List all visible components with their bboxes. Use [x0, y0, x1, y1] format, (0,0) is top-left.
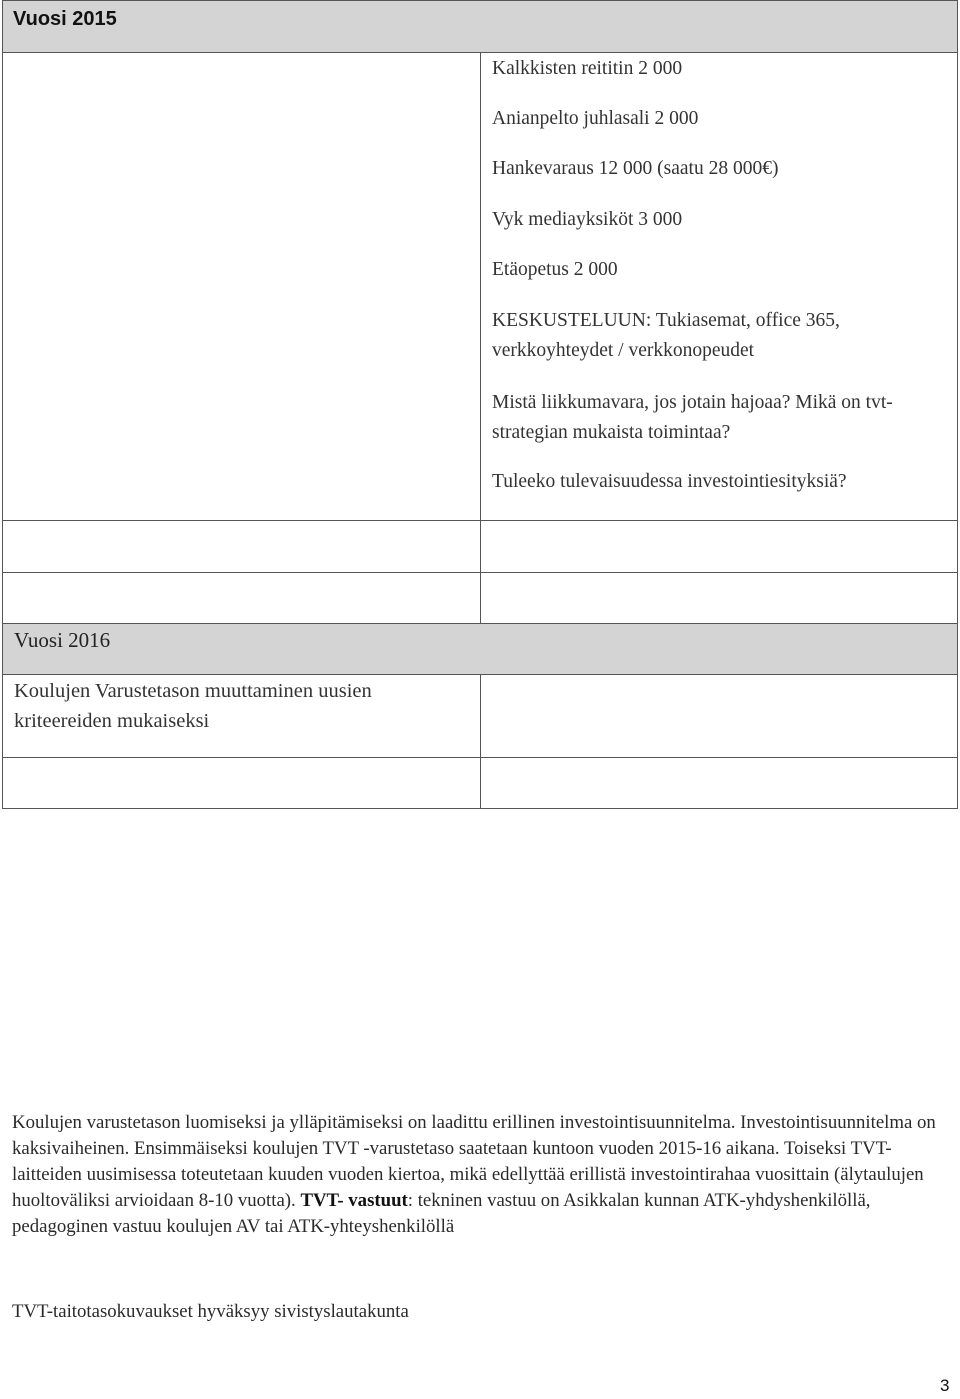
- budget-item: Anianpelto juhlasali 2 000: [492, 108, 699, 129]
- empty-row-right: [480, 757, 958, 809]
- budget-item: Vyk mediayksiköt 3 000: [492, 209, 683, 230]
- budget-item: Etäopetus 2 000: [492, 259, 618, 280]
- budget-item: Hankevaraus 12 000 (saatu 28 000€): [492, 158, 779, 179]
- page-number: 3: [940, 1376, 950, 1395]
- question-item: Mistä liikkumavara, jos jotain hajoaa? Mikä on tvt-strategian mukaista toimintaa?: [492, 392, 893, 443]
- section-2015-left-cell: [2, 52, 481, 521]
- paragraph-tail-text: : tekninen vastuu on Asikkalan kunnan ATK-yhdyshenkilöllä, pedagoginen vastuu koulujen AV tai ATK-yhteyshenkilöllä: [12, 1190, 871, 1237]
- section-2015-header: [2, 0, 958, 53]
- approval-paragraph: [12, 1299, 947, 1325]
- section-2016-right-cell: [480, 674, 958, 758]
- section-2016-left-cell: [2, 674, 481, 758]
- approval-text: TVT-taitotasokuvaukset hyväksyy sivistyslautakunta: [12, 1301, 409, 1322]
- paragraph-main-text: Koulujen varustetason luomiseksi ja ylläpitämiseksi on laadittu erillinen investointisuunnitelma. Investointisuunnitelma on kaksivaiheinen. Ensimmäiseksi koulujen TVT -varustetaso saatetaan kuntoon vuoden 2015-16 aikana. Toiseksi TVT-laitteiden uusimisessa toteutetaan kuuden vuoden kiertoa, mikä edellyttää erillistä investointirahaa vuosittain (älytaulujen huoltoväliksi arvioidaan 8-10 vuotta).: [12, 1112, 936, 1211]
- section-2015-title: Vuosi 2015: [13, 8, 117, 30]
- discussion-item: KESKUSTELUUN: Tukiasemat, office 365, verkkoyhteydet / verkkonopeudet: [492, 310, 840, 361]
- section-2016-title: Vuosi 2016: [14, 628, 111, 652]
- empty-row-left: [2, 757, 481, 809]
- responsibilities-label: TVT- vastuut: [300, 1190, 408, 1211]
- budget-item: Kalkkisten reititin 2 000: [492, 58, 683, 79]
- investment-plan-paragraph: [12, 1110, 947, 1240]
- question-item: Tuleeko tulevaisuudessa investointiesityksiä?: [492, 471, 847, 492]
- section-2016-row-text: Koulujen Varustetason muuttaminen uusien kriteereiden mukaiseksi: [14, 680, 372, 732]
- section-2016-header: [2, 623, 958, 675]
- empty-row-right: [480, 572, 958, 624]
- empty-row-left: [2, 572, 481, 624]
- empty-row-right: [480, 520, 958, 573]
- empty-row-left: [2, 520, 481, 573]
